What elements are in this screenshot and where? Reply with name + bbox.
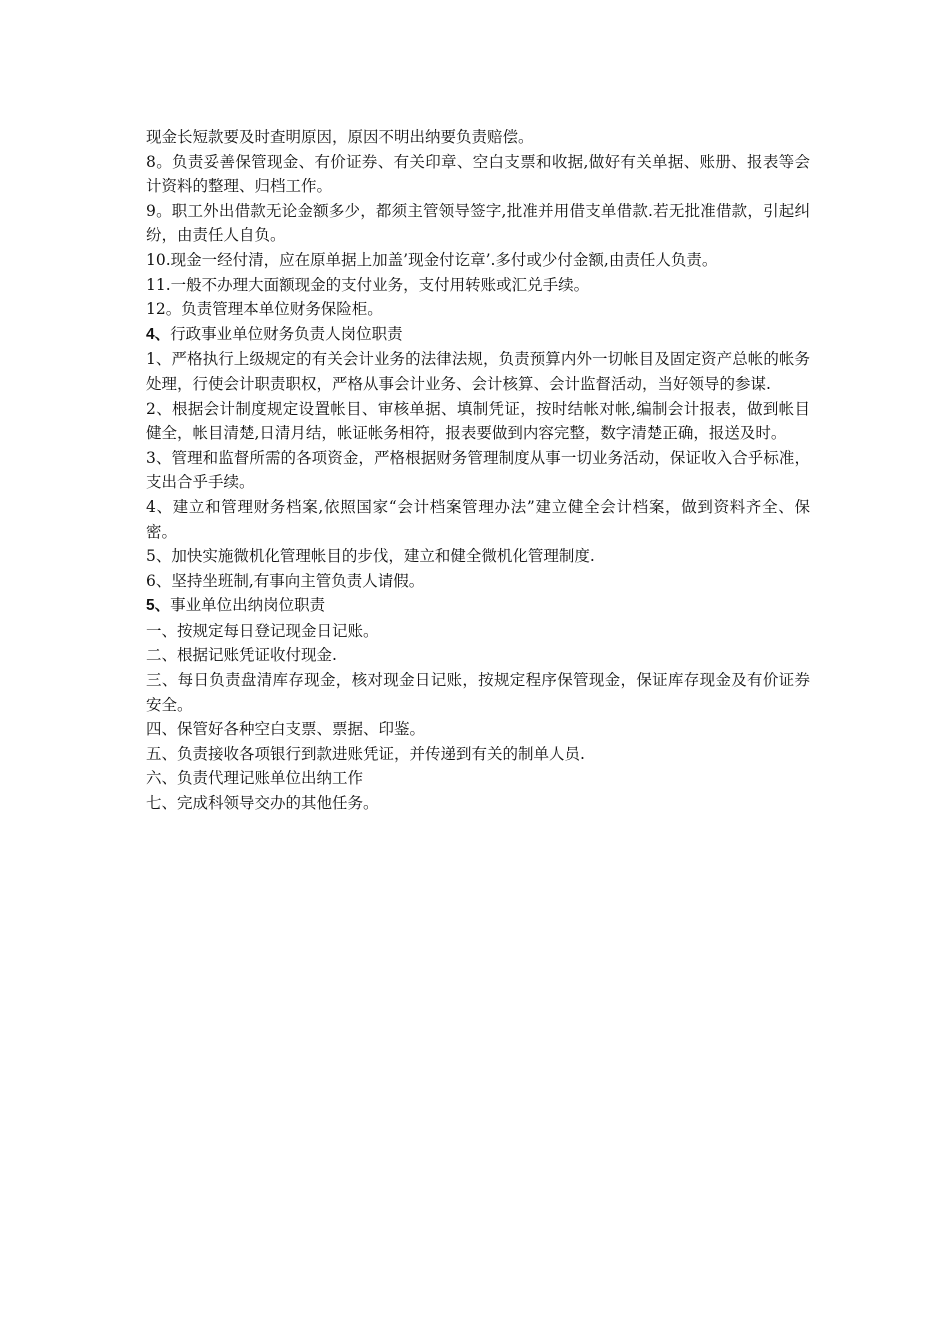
paragraph: 11.一般不办理大面额现金的支付业务，支付用转账或汇兑手续。 <box>146 275 590 294</box>
paragraph: 10.现金一经付清，应在原单据上加盖’现金付讫章’.多付或少付金额,由责任人负责。 <box>146 250 718 269</box>
paragraph: 七、完成科领导交办的其他任务。 <box>146 794 379 813</box>
section-heading <box>146 593 810 619</box>
paragraph: 1、严格执行上级规定的有关会计业务的法律法规，负责预算内外一切帐目及固定资产总帐的帐务处理，行使会计职责职权，严格从事会计业务、会计核算、会计监督活动，当好领导的参谋. <box>146 350 810 393</box>
paragraph: 6、坚持坐班制,有事向主管负责人请假。 <box>146 571 425 590</box>
paragraph: 四、保管好各种空白支票、票据、印鉴。 <box>146 720 426 739</box>
paragraph: 3、管理和监督所需的各项资金，严格根据财务管理制度从事一切业务活动，保证收入合乎标准，支出合乎手续。 <box>146 448 810 492</box>
paragraph: 一、按规定每日登记现金日记账。 <box>146 621 379 640</box>
paragraph: 现金长短款要及时查明原因，原因不明出纳要负责赔偿。 <box>146 128 534 146</box>
paragraph: 4、建立和管理财务档案,依照国家“会计档案管理办法”建立健全会计档案，做到资料齐全、保密。 <box>146 497 810 541</box>
paragraph: 2、根据会计制度规定设置帐目、审核单据、填制凭证，按时结帐对帐,编制会计报表，做到帐目健全，帐目清楚,日清月结，帐证帐务相符，报表要做到内容完整，数字清楚正确，报送及时。 <box>146 399 810 443</box>
document-body <box>146 125 810 816</box>
paragraph: 六、负责代理记账单位出纳工作 <box>146 769 364 788</box>
paragraph: 五、负责接收各项银行到款进账凭证，并传递到有关的制单人员. <box>146 744 585 763</box>
paragraph: 8。负责妥善保管现金、有价证券、有关印章、空白支票和收据,做好有关单据、账册、报表等会计资料的整理、归档工作。 <box>146 152 810 196</box>
paragraph: 9。职工外出借款无论金额多少，都须主管领导签字,批准并用借支单借款.若无批准借款，引起纠纷，由责任人自负。 <box>146 201 810 245</box>
section-number: 5、 <box>146 597 171 615</box>
paragraph: 二、根据记账凭证收付现金. <box>146 646 337 665</box>
paragraph: 12。负责管理本单位财务保险柜。 <box>146 300 383 319</box>
section-heading <box>146 322 810 348</box>
paragraph: 5、加快实施微机化管理帐目的步伐，建立和健全微机化管理制度. <box>146 547 595 566</box>
section-number: 4、 <box>146 325 171 343</box>
paragraph: 三、每日负责盘清库存现金，核对现金日记账，按规定程序保管现金，保证库存现金及有价证券安全。 <box>146 671 810 714</box>
section-title: 行政事业单位财务负责人岗位职责 <box>170 324 403 343</box>
section-title: 事业单位出纳岗位职责 <box>170 596 326 615</box>
